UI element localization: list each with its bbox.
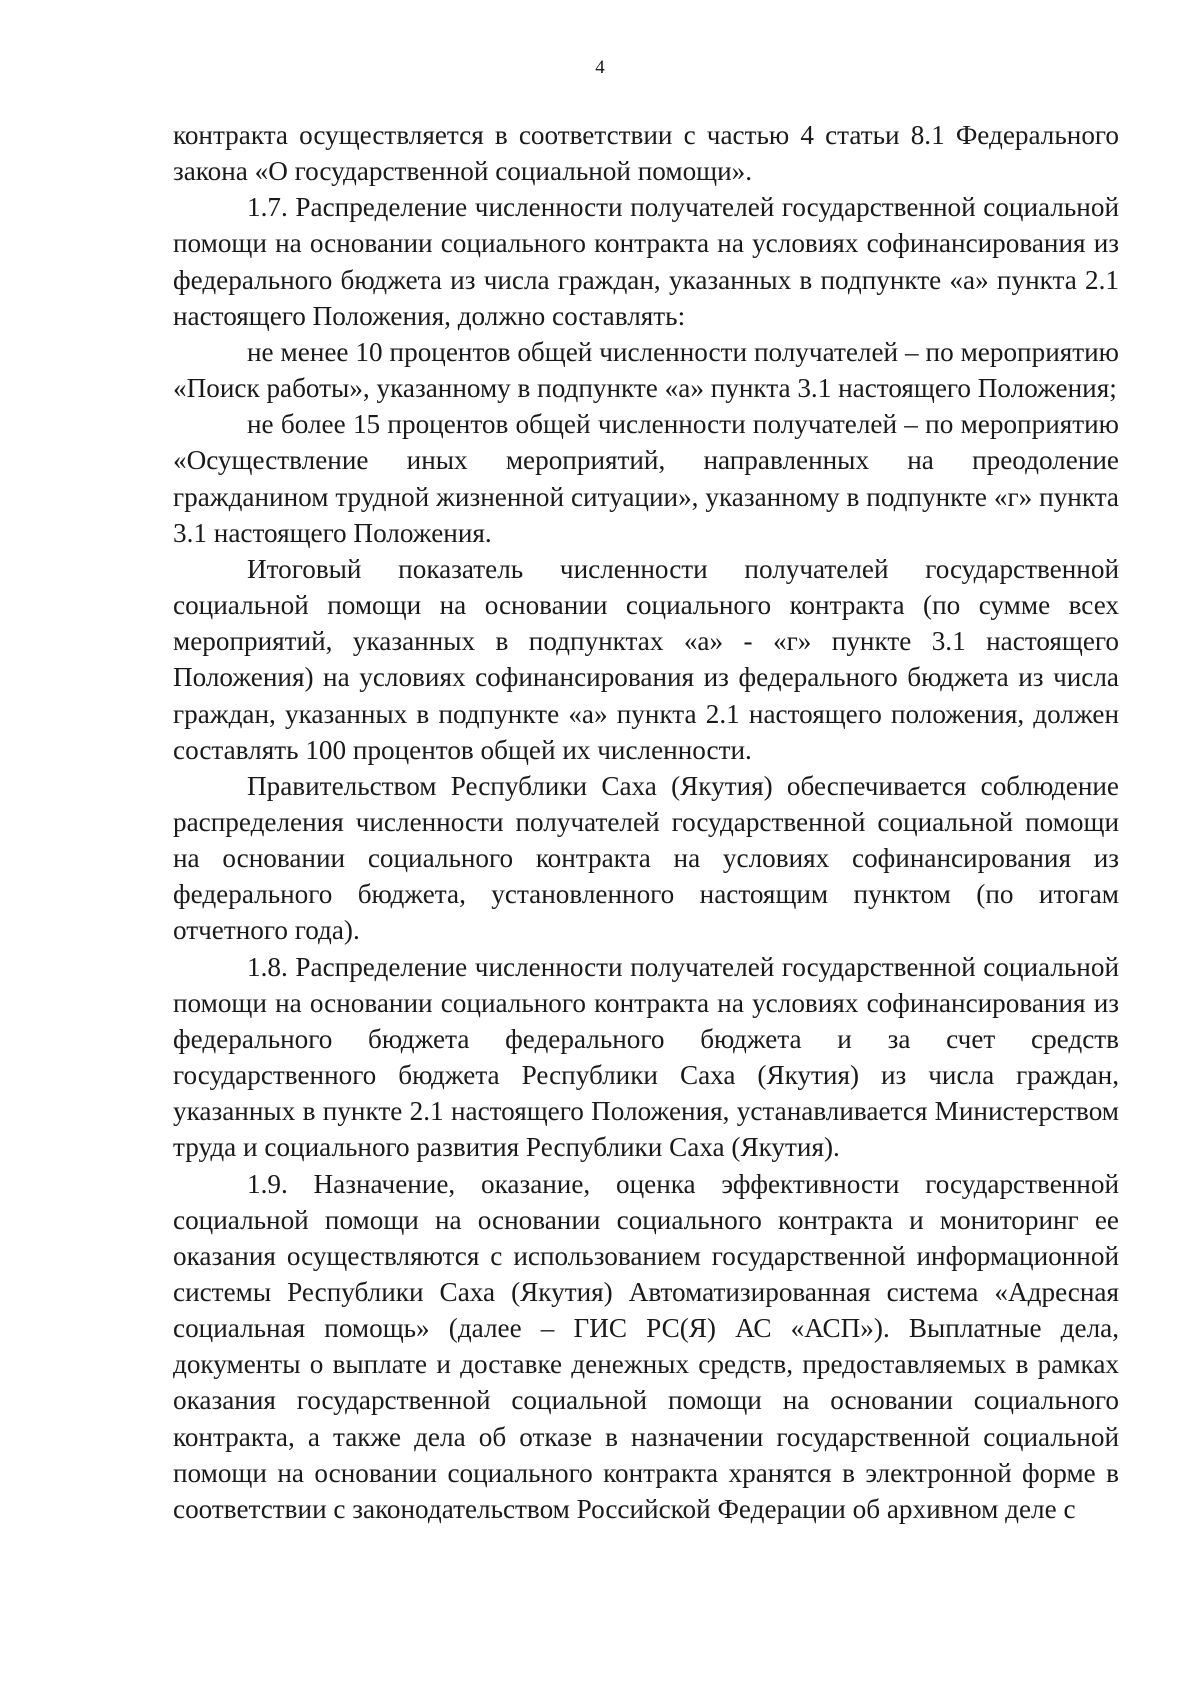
- paragraph-item-1-8: 1.8. Распределение численности получателей государственной социальной помощи на основании социального контракта на условиях софинансирования из федерального бюджета федерального бюджета и за счет средств государственного бюджета Республики Саха (Якутия) из числа граждан, указанных в пункте 2.1 настоящего Положения, устанавливается Министерством труда и социального развития Республики Саха (Якутия).: [173, 951, 1119, 1163]
- page-number: 4: [595, 57, 605, 78]
- paragraph-continuation: контракта осуществляется в соответствии с частью 4 статьи 8.1 Федерального закона «О государственной социальной помощи».: [173, 120, 1119, 187]
- paragraph-government-compliance: Правительством Республики Саха (Якутия) обеспечивается соблюдение распределения численности получателей государственной социальной помощи на основании социального контракта на условиях софинансирования из федерального бюджета, установленного настоящим пунктом (по итогам отчетного года).: [173, 770, 1119, 946]
- paragraph-total-indicator: Итоговый показатель численности получателей государственной социальной помощи на основании социального контракта (по сумме всех мероприятий, указанных в подпунктах «а» - «г» пункте 3.1 настоящего Положения) на условиях софинансирования из федерального бюджета из числа граждан, указанных в подпункте «а» пункта 2.1 настоящего положения, должен составлять 100 процентов общей их численности.: [173, 553, 1119, 765]
- document-body: [173, 117, 1119, 1527]
- paragraph-item-1-9: 1.9. Назначение, оказание, оценка эффективности государственной социальной помощи на основании социального контракта и мониторинг ее оказания осуществляются с использованием государственной информационной системы Республики Саха (Якутия) Автоматизированная система «Адресная социальная помощь» (далее – ГИС РС(Я) АС «АСП»). Выплатные дела, документы о выплате и доставке денежных средств, предоставляемых в рамках оказания государственной социальной помощи на основании социального контракта, а также дела об отказе в назначении государственной социальной помощи на основании социального контракта хранятся в электронной форме в соответствии с законодательством Российской Федерации об архивном деле с: [173, 1168, 1119, 1524]
- paragraph-item-1-7: 1.7. Распределение численности получателей государственной социальной помощи на основании социального контракта на условиях софинансирования из федерального бюджета из числа граждан, указанных в подпункте «а» пункта 2.1 настоящего Положения, должно составлять:: [173, 192, 1119, 331]
- paragraph-other-measures: не более 15 процентов общей численности получателей – по мероприятию «Осуществление иных мероприятий, направленных на преодоление гражданином трудной жизненной ситуации», указанному в подпункте «г» пункта 3.1 настоящего Положения.: [173, 409, 1119, 548]
- paragraph-job-search: не менее 10 процентов общей численности получателей – по мероприятию «Поиск работы», указанному в подпункте «а» пункта 3.1 настоящего Положения;: [173, 336, 1119, 404]
